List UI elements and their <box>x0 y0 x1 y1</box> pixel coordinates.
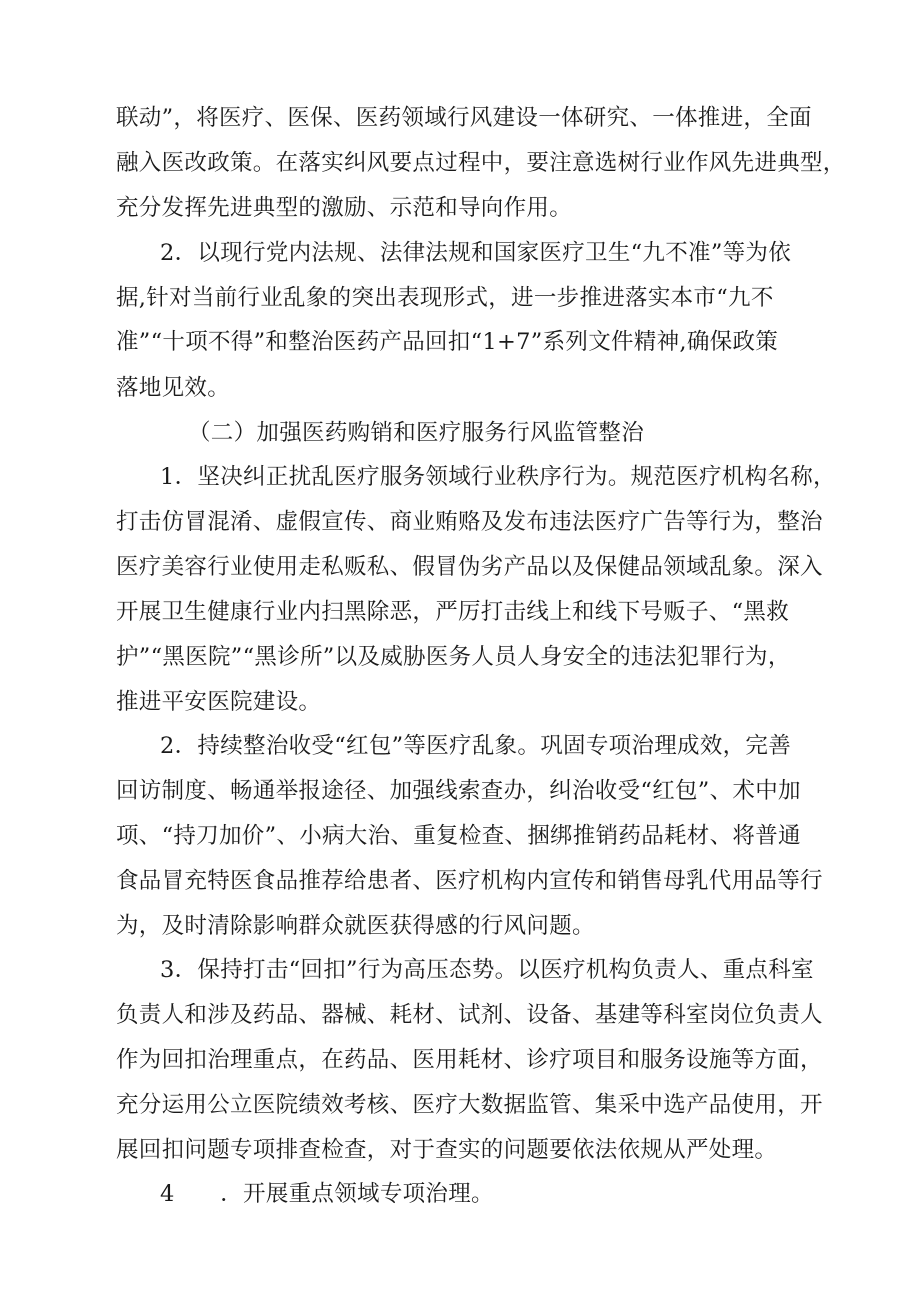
paragraph-line: 作为回扣治理重点，在药品、医用耗材、诊疗项目和服务设施等方面， <box>116 1047 823 1073</box>
paragraph-line: 推进平安医院建设。 <box>116 689 322 715</box>
paragraph-line: 食品冒充特医食品推荐给患者、医疗机构内宣传和销售母乳代用品等行 <box>116 868 823 894</box>
paragraph-line: 1．坚决纠正扰乱医疗服务领域行业秩序行为。规范医疗机构名称， <box>160 464 836 490</box>
paragraph-line: 护”“黑医院”“黑诊所”以及威胁医务人员人身安全的违法犯罪行为， <box>116 644 791 670</box>
paragraph-line: 充分发挥先进典型的激励、示范和导向作用。 <box>116 195 573 221</box>
paragraph-line: 项、“持刀加价”、小病大治、重复检查、捆绑推销药品耗材、将普通 <box>116 823 801 849</box>
paragraph-line: 为，及时清除影响群众就医获得感的行风问题。 <box>116 913 595 939</box>
paragraph-line: 3．保持打击“回扣”行为高压态势。以医疗机构负责人、重点科室 <box>160 957 814 983</box>
paragraph-line: 打击仿冒混淆、虚假宣传、商业贿赂及发布违法医疗广告等行为，整治 <box>116 509 823 535</box>
paragraph-line: 回访制度、畅通举报途径、加强线索查办，纠治收受“红包”、术中加 <box>116 778 801 804</box>
paragraph-line: 4 ．开展重点领域专项治理。 <box>160 1181 494 1207</box>
paragraph-line: 融入医改政策。在落实纠风要点过程中，要注意选树行业作风先进典型， <box>116 150 846 176</box>
paragraph-line: 医疗美容行业使用走私贩私、假冒伪劣产品以及保健品领域乱象。深入 <box>116 554 823 580</box>
paragraph-line: 据,针对当前行业乱象的突出表现形式，进一步推进落实本市“九不 <box>116 285 774 311</box>
paragraph-line: 2．持续整治收受“红包”等医疗乱象。巩固专项治理成效，完善 <box>160 733 792 759</box>
paragraph-line: 2．以现行党内法规、法律法规和国家医疗卫生“九不准”等为依 <box>160 240 792 266</box>
paragraph-line: 充分运用公立医院绩效考核、医疗大数据监管、集采中选产品使用，开 <box>116 1092 823 1118</box>
paragraph-line: 展回扣问题专项排查检查，对于查实的问题要依法依规从严处理。 <box>116 1137 778 1163</box>
section-heading: （二）加强医药购销和医疗服务行风监管整治 <box>188 420 645 446</box>
paragraph-line: 开展卫生健康行业内扫黑除恶，严厉打击线上和线下号贩子、“黑救 <box>116 599 790 625</box>
paragraph-line: 联动”，将医疗、医保、医药领域行风建设一体研究、一体推进，全面 <box>116 105 812 131</box>
paragraph-line: 准”“十项不得”和整治医药产品回扣“1+7”系列文件精神,确保政策 <box>116 329 779 355</box>
paragraph-line: 负责人和涉及药品、器械、耗材、试剂、设备、基建等科室岗位负责人 <box>116 1002 823 1028</box>
paragraph-line: 落地见效。 <box>116 375 231 401</box>
